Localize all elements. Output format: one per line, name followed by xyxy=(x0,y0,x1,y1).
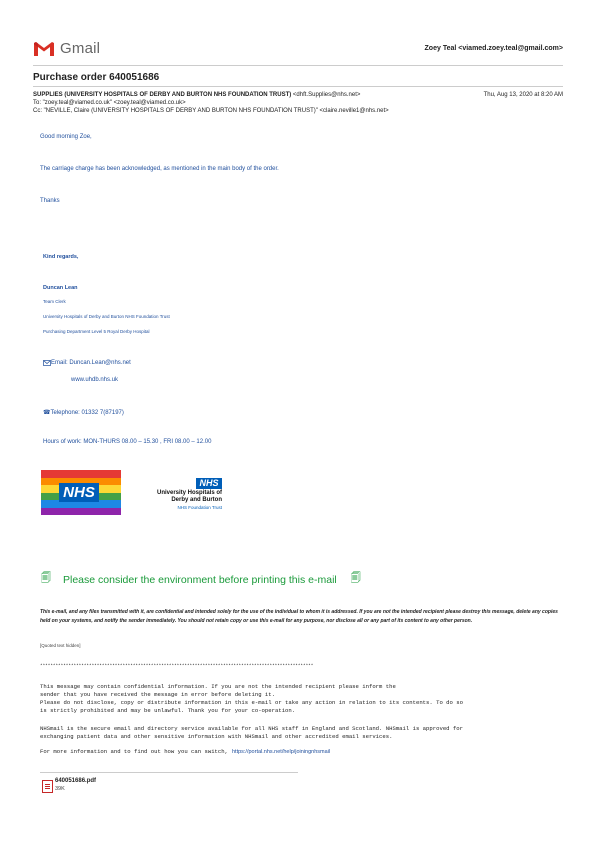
kind-regards: Kind regards, xyxy=(43,254,79,260)
printer-icon: 🗐 xyxy=(350,573,361,584)
quoted-text-hidden[interactable]: [Quoted text hidden] xyxy=(40,643,81,648)
account-label: Zoey Teal <viamed.zoey.teal@gmail.com> xyxy=(424,45,563,52)
to-line: To: "zoey.teal@viamed.co.uk" <zoey.teal@viamed.co.uk> xyxy=(33,100,186,106)
attachment-divider xyxy=(40,772,298,773)
nhsmail-line-2: sender that you have received the message in error before deleting it. xyxy=(40,691,275,698)
nhsmail-line-5: NHSmail is the secure email and directory service available for all NHS staff in England and Scotland. NHSmail is approved for xyxy=(40,725,463,732)
nhsmail-line-7: For more information and to find out how you can switch, xyxy=(40,748,228,755)
nhsmail-join-link[interactable]: https://portal.nhs.net/help/joiningnhsmail xyxy=(231,749,331,755)
nhs-badge-trust: NHS xyxy=(196,478,222,489)
envelope-icon xyxy=(43,360,51,366)
header-divider xyxy=(33,65,563,66)
environment-notice xyxy=(41,571,361,588)
signature-phone-row xyxy=(43,409,124,416)
signature-name: Duncan Lean xyxy=(43,285,78,291)
greeting: Good morning Zoe, xyxy=(40,134,92,140)
phone-icon: ☎ xyxy=(43,410,51,416)
rainbow-nhs-logo xyxy=(41,470,121,515)
stars-divider: ********************************************************************************************************** xyxy=(40,664,314,669)
sender-name: SUPPLIES (UNIVERSITY HOSPITALS OF DERBY AND BURTON NHS FOUNDATION TRUST) xyxy=(33,92,292,98)
trust-line-1: University Hospitals of xyxy=(156,490,222,496)
signature-role: Team Clerk xyxy=(43,299,66,304)
from-line xyxy=(33,92,360,98)
signature-email-row xyxy=(43,360,131,366)
signature-email[interactable]: Email: Duncan.Lean@nhs.net xyxy=(51,360,131,366)
attachment-size: 39K xyxy=(55,786,65,792)
nhsmail-info-row xyxy=(40,748,330,755)
printer-icon: 🗐 xyxy=(41,573,51,584)
signature-dept: Purchasing Department Level 5 Royal Derby Hospital xyxy=(43,329,150,334)
environment-text: Please consider the environment before printing this e-mail xyxy=(63,573,337,586)
nhsmail-line-3: Please do not disclose, copy or distribute information in this e-mail or take any action in relation to its contents. To do so xyxy=(40,699,463,706)
email-subject: Purchase order 640051686 xyxy=(33,72,160,83)
signature-org: University Hospitals of Derby and Burton NHS Foundation Trust xyxy=(43,314,170,319)
trust-logo-text xyxy=(157,490,222,511)
thanks-text: Thanks xyxy=(40,198,60,204)
signature-website[interactable]: www.uhdb.nhs.uk xyxy=(71,377,119,383)
nhsmail-line-1: This message may contain confidential information. If you are not the intended recipient please inform the xyxy=(40,683,396,690)
signature-hours: Hours of work: MON-THURS 08.00 – 15.30 , FRI 08.00 – 12.00 xyxy=(43,439,212,445)
sender-address[interactable]: <dhft.Supplies@nhs.net> xyxy=(292,92,361,98)
gmail-logo xyxy=(33,40,100,57)
nhsmail-line-6: exchanging patient data and other sensitive information with NHSmail and other accredited email services. xyxy=(40,733,393,740)
nhsmail-line-4: is strictly prohibited and may be unlawful. Thank you for your co-operation. xyxy=(40,707,296,714)
gmail-wordmark: Gmail xyxy=(60,40,101,57)
email-date: Thu, Aug 13, 2020 at 8:20 AM xyxy=(483,92,563,98)
confidentiality-disclaimer: This e-mail, and any files transmitted with it, are confidential and intended solely for the use of the individual to whom it is addressed. If you are not the intended recipient please destroy this message, delete any copies held on your systems, and notify the sender immediately. You should not retain copy or use this e-mail for any purpose, nor disclose all or any part of its content to any other person. xyxy=(40,609,558,624)
attachment-filename[interactable]: 640051686.pdf xyxy=(55,778,97,784)
signature-phone: Telephone: 01332 7(87197) xyxy=(50,409,124,416)
trust-line-3: NHS Foundation Trust xyxy=(177,505,222,510)
trust-line-2: Derby and Burton xyxy=(171,497,222,503)
subject-divider xyxy=(33,86,563,87)
pdf-file-icon xyxy=(42,780,53,793)
gmail-m-icon xyxy=(33,41,55,57)
nhs-badge-rainbow: NHS xyxy=(59,483,99,502)
body-paragraph: The carriage charge has been acknowledged, as mentioned in the main body of the order. xyxy=(40,166,279,172)
cc-line: Cc: "NEVILLE, Claire (UNIVERSITY HOSPITALS OF DERBY AND BURTON NHS FOUNDATION TRUST)" <claire.neville1@nhs.net> xyxy=(33,108,389,114)
